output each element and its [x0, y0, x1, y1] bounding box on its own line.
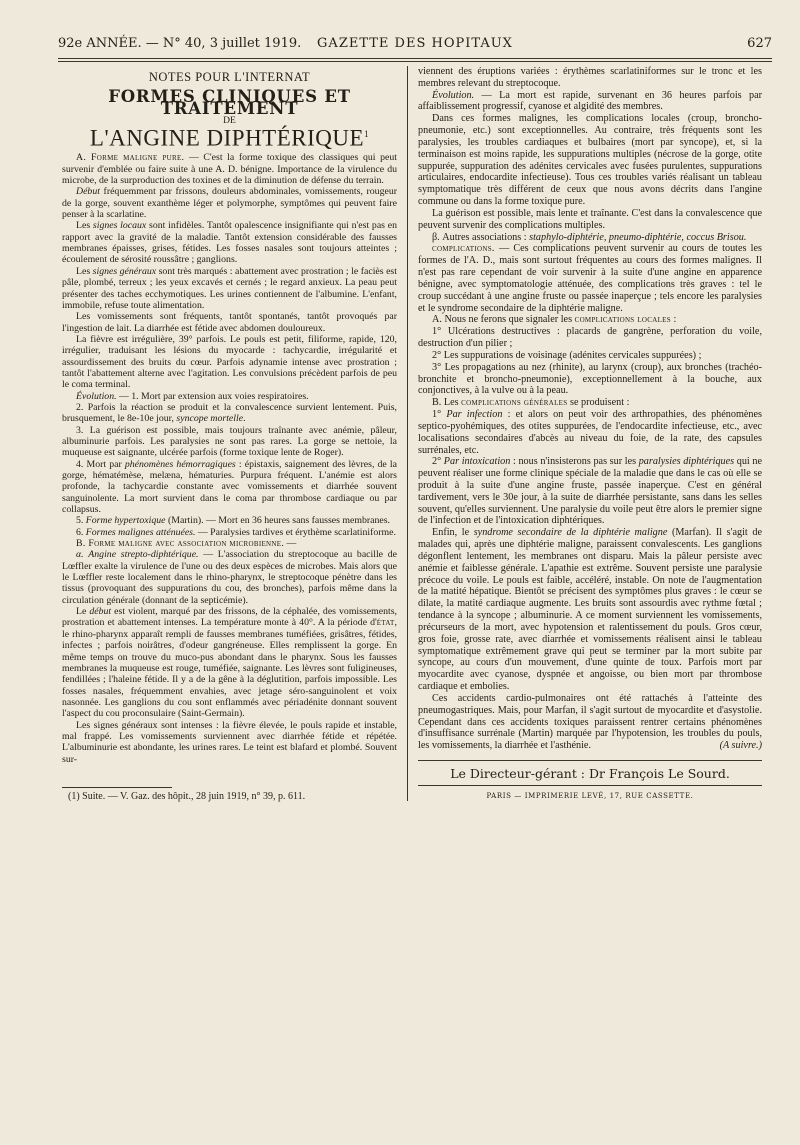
paragraph [418, 527, 762, 693]
article-title-text: L'ANGINE DIPHTÉRIQUE [89, 126, 365, 152]
printer-line: PARIS — IMPRIMERIE LEVÉ, 17, RUE CASSETTE. [486, 792, 694, 800]
paragraph-text: (Marfan). Il s'agit de malades qui, après une diphtérie maligne, paraissent convalescents. Les ganglions dégonflent lentement, les membranes ont disparu. Mais la pâleur persiste avec anémie et faiblesse générale. L'apathie est extrême. Souvent persiste une paralysie précoce du voile. Le pouls est faible, accéléré, instable. On note de l'augmentation de la matité hépatique. Bientôt se précisent des symptômes plus graves : le cœur se dilate, la matité cardiaque augmente. Les bruits sont assourdis avec rythme fœtal ; tendance à la syncope ; albuminurie. A ce moment surviennent les vomissements, précurseurs de la mort, avec hypotension et ralentissement du pouls. Gros cœur, gros foie, grosse rate, avec diarrhée et vomissements réalisent ainsi le tableau symptomatique extrêmement grave qui peut se terminer par la mort subite par syncope, au cours d'un mouvement, d'une quinte de toux. Parfois mort par myocardite avec cyanose, dyspnée et angoisse, ou bien mort par thrombose cardiaque et embolies. [418, 527, 762, 693]
paragraph-text: — Paralysies tardives et érythème scarlatiniforme. [195, 526, 396, 538]
paragraph: Dans ces formes malignes, les complications locales (croup, broncho-pneumonie, etc.) sont exceptionnelles. Au contraire, très fréquents sont les paralysies, les troubles cardiaques et bulbaires (mort par syncope), et, si la terminaison est moins rapide, les suppurations multiples (nécrose de la gorge, otite suppurée, suppuration des adénites cervicales avec fusées purulentes, suppurations articulaires, endocardite infectieuse). Tous ces troubles variés réalisant un tableau symptomatique très différent de ceux que nous avons décrits dans l'angine commune ou dans la forme toxique pure. [418, 113, 762, 208]
issue-info: 92e ANNÉE. — N° 40, 3 juillet 1919. [58, 36, 302, 51]
paragraph-text: Les [76, 220, 93, 232]
left-column [62, 66, 397, 765]
emphasis: syncope mortelle [176, 413, 244, 425]
emphasis: début [89, 606, 112, 618]
emphasis: paralysies diphtériques [638, 456, 735, 468]
paragraph [62, 515, 397, 526]
paragraph-text: 2° [432, 456, 444, 468]
paragraph-text: est violent, marqué par des frissons, de la céphalée, des vomissements, prostration et abattement intenses. La température monte à 40°. A la période d' [62, 606, 397, 629]
paragraph [418, 397, 762, 409]
paragraph-text: : épistaxis, saignement des lèvres, de la gorge, hématémèse, melæna, hématuries. Purpura fréquent. L'anémie est alors profonde, la tachycardie constante avec vomissements et diarrhée souvent sanguinolente. La mort survient dans le coma par thrombose cardiaque ou par collapsus. [62, 458, 397, 516]
paragraph-text: : [670, 314, 677, 326]
paragraph [62, 266, 397, 311]
paragraph [62, 538, 397, 549]
paragraph-text: — Ces complications peuvent survenir au cours de toutes les formes de l'A. D., mais sont surtout fréquentes au cours des formes malignes. Il n'est pas rare cependant de voir survenir à la suite d'une angine en apparence bénigne, avec symptomatologie atténuée, des complications très graves : tel le croup succédant à une angine fruste ou passée inaperçue ; tels encore les paralysies et le syndrome secondaire de la diphtérie maligne. [418, 243, 762, 314]
paragraph [62, 606, 397, 719]
column-separator [407, 66, 408, 801]
article-title-line2 [62, 126, 397, 152]
paragraph-text: (Martin). — Mort en 36 heures sans fausses membranes. [165, 515, 390, 527]
subheading: B. Forme maligne avec association microbienne. [76, 538, 285, 550]
paragraph [62, 152, 397, 186]
paragraph-text: — 1. Mort par extension aux voies respiratoires. [116, 390, 309, 402]
paragraph-text: 1° [432, 409, 447, 421]
paragraph: La fièvre est irrégulière, 39° parfois. Le pouls est petit, filiforme, rapide, 120, irrégulier, traduisant les lésions du myocarde : tachycardie, irrégularité et assourdissement des bruits du cœur. Parfois adynamie intense avec prostration ; tantôt l'abattement alterne avec l'agitation. Les convulsions précèdent parfois de peu le coma terminal. [62, 333, 397, 391]
paragraph-text: fréquemment par frissons, douleurs abdominales, vomissements, rougeur de la gorge, souvent exanthème léger et polymorphe, symptômes qui peuvent faire penser à la scarlatine. [62, 186, 397, 221]
footnote: (1) Suite. — V. Gaz. des hôpit., 28 juin 1919, n° 39, p. 611. [68, 791, 306, 802]
article-title-line1: FORMES CLINIQUES ET TRAITEMENT [108, 87, 351, 118]
emphasis: staphylo-diphtérie, pneumo-diphtérie, coccus Brisou. [529, 231, 747, 243]
small-caps-text: état [376, 617, 395, 629]
emphasis: Évolution. [76, 390, 117, 402]
journal-title: GAZETTE DES HOPITAUX [317, 36, 513, 51]
paragraph: Les signes généraux sont intenses : la fièvre élevée, le pouls rapide et instable, mal frappé. Les vomissements surviennent avec diarrhée fétide et répétée. L'albuminurie est abondante, les urines rares. Le teint est blafard et plombé. Souvent sur- [62, 719, 397, 765]
page-number: 627 [747, 36, 772, 51]
paragraph-text: 4. Mort par [76, 458, 125, 470]
article-title-de: DE [223, 116, 236, 127]
paragraph [418, 456, 762, 527]
small-caps-text: complications générales [461, 397, 568, 409]
paragraph-text: — L'association du streptocoque au bacille de Lœffler exalte la virulence de l'une ou des deux espèces de microbes. Mais alors que le Lœffler reste localement dans le rhino-pharynx, le streptocoque pénètre dans les tissus (provoquant des suppurations du cou, des bronches), parfois même dans la circulation générale (donnant de la septicémie). [62, 549, 397, 606]
paragraph [418, 243, 762, 314]
page-header [58, 36, 772, 58]
header-rule [58, 58, 772, 62]
title-footnote-mark: 1 [364, 129, 370, 140]
paragraph [62, 402, 397, 425]
emphasis: α. Angine strepto-diphtérique. [76, 549, 199, 561]
paragraph-text: 5. [76, 515, 86, 527]
emphasis: Début [76, 186, 100, 198]
section-heading: NOTES POUR L'INTERNAT [148, 70, 311, 84]
emphasis: phénomènes hémorragiques [124, 458, 236, 470]
paragraph [418, 232, 762, 244]
paragraph [62, 186, 397, 220]
paragraph-text: qui ne peuvent réaliser une forme clinique spéciale de la maladie que dans le cas où elle se produit à la suite d'une angine fruste, passée inaperçue. C'est en général tardivement, vers le 30e jour, à la suite de diarrhée persistante, sans dans les selles souvent, qu'elles surviennent. Une paralysie du voile peut être alors le premier signe de l'infection et de l'intoxication diphtériques. [418, 456, 763, 527]
paragraph-text: : et alors on peut voir des arthropathies, des phénomènes septico-pyohémiques, des otites suppurées, de l'endocardite infectieuse, etc., avec localisations secondaires d'abcès au niveau du foie, de la rate, des capsules surrénales, etc. [418, 409, 762, 456]
emphasis: Forme hypertoxique [85, 515, 166, 527]
footnote-rule [62, 787, 172, 788]
paragraph [62, 459, 397, 516]
paragraph [62, 549, 397, 606]
paragraph-text: Le [76, 606, 90, 618]
paragraph [62, 527, 397, 538]
emphasis: Par intoxication [443, 456, 511, 468]
paragraph-text: — [284, 538, 297, 550]
emphasis: Par infection [446, 409, 503, 421]
paragraph: La guérison est possible, mais lente et traînante. C'est dans la convalescence que peuvent survenir des complications multiples. [418, 207, 762, 231]
paragraph-text: β. Autres associations : [432, 231, 530, 243]
right-column [418, 66, 762, 752]
paragraph-text: A. Nous ne ferons que signaler les [432, 314, 575, 326]
paragraph: 3. La guérison est possible, mais toujours traînante avec anémie, pâleur, albuminurie parfois. Les paralysies ne sont pas rares. La gorge se nettoie, la muqueuse est saignante, ulcérée parfois (forme toxique lente de Roger). [62, 424, 397, 459]
paragraph-text: — La mort est rapide, survenant en 36 heures parfois par affaiblissement progressif, cyanose et algidité des membres. [418, 89, 762, 113]
subheading: A. Forme maligne pure. [76, 152, 185, 164]
paragraph-text: . [243, 413, 246, 425]
paragraph-text: se produisent : [567, 397, 630, 409]
paragraph: 3° Les propagations au nez (rhinite), au larynx (croup), aux bronches (trachéo-bronchite et broncho-pneumonie), exceptionnellement à la bouche, aux conjonctives, à la vulve ou à la peau. [418, 361, 762, 397]
paragraph [418, 90, 762, 114]
paragraph-text: sont très marqués : abattement avec prostration ; le faciès est pâle, plombé, terreux ; les yeux excavés et cernés ; le regard anxieux. La peau peut présenter des taches ecchymotiques. Les urines contiennent de l'albumine. L'enfant, immobile, refuse toute alimentation. [62, 265, 397, 311]
emphasis: syndrome secondaire de la diphtérie maligne [473, 527, 668, 539]
emphasis: Évolution. [432, 89, 475, 101]
paragraph-text: Les [76, 265, 93, 277]
to-be-continued: (A suivre.) [719, 740, 762, 752]
small-caps-text: complications locales [574, 314, 671, 326]
paragraph [62, 220, 397, 265]
paragraph-text: Ces accidents cardio-pulmonaires ont été rattachés à l'atteinte des pneumogastriques. Mais, pour Marfan, il s'agit surtout de myocardite et d'asystolie. Cependant dans ces accidents toxiques paraissent rentrer certains phénomènes d'insuffisance surrénale (Martin) marquée par l'hypotension, les troubles du pouls, les vomissements, la diarrhée et l'asthénie. [418, 692, 762, 752]
paragraph: Les vomissements sont fréquents, tantôt spontanés, tantôt provoqués par l'ingestion de lait. La diarrhée est fétide avec abdomen douloureux. [62, 311, 397, 334]
paragraph-text: 6. [76, 526, 86, 538]
paragraph [418, 314, 762, 326]
emphasis: signes généraux [92, 265, 157, 277]
paragraph-text: sont infidèles. Tantôt opalescence insignifiante qui n'est pas en rapport avec la gravité de la maladie. Tantôt extension considérable des fausses membranes épaisses, grises, fétides. Les fosses nasales sont toujours atteintes ; écoulement de sérosité roussâtre ; ganglions. [62, 220, 397, 266]
paragraph: 2° Les suppurations de voisinage (adénites cervicales suppurées) ; [432, 349, 702, 361]
paragraph-text: 2. Parfois la réaction se produit et la convalescence survient lentement. Puis, brusquement, le 8e-10e jour, [62, 401, 397, 425]
subheading: complications. [432, 243, 495, 255]
paragraph [418, 693, 762, 752]
director-line: Le Directeur-gérant : Dr François Le Sourd. [450, 766, 730, 781]
paragraph-text: B. Les [432, 397, 462, 409]
paragraph [62, 391, 397, 402]
emphasis: Formes malignes atténuées. [85, 526, 196, 538]
director-rule-top [418, 760, 762, 761]
paragraph-text: : nous n'insisterons pas sur les [510, 456, 639, 468]
paragraph [418, 409, 762, 456]
director-rule-bottom [418, 785, 762, 786]
paragraph-text: — C'est la forme toxique des classiques qui peut survenir d'emblée ou faire suite à une A. D. bénigne. Importance de la virulence du microbe, de la surproduction des toxines et de la diminution de défense du terrain. [62, 152, 397, 187]
paragraph-text: Enfin, le [432, 527, 474, 539]
paragraph: viennent des éruptions variées : érythèmes scarlatiniformes sur le tronc et les membres relevant du streptocoque. [418, 66, 762, 89]
paragraph: 1° Ulcérations destructives : placards de gangrène, perforation du voile, destruction d'un pilier ; [418, 326, 762, 350]
paragraph-text: , le rhino-pharynx apparaît rempli de fausses membranes tuméfiées, grisâtres, fétides, infectes ; parfois noirâtres, d'odeur gangréneuse. Elles remplissent la gorge. En même temps on trouve du muco-pus abondant dans le pharynx. Sous les fausses membranes la muqueuse est rouge, tuméfiée, saignante. Les lèvres sont fuligineuses, fendillées ; l'haleine fétide. Il y a de la gêne à la déglutition, parfois impossible. Les fosses nasales, fréquemment envahies, avec jetage séro-sanguinolent et voix nasonnée. Les ganglions du cou sont enflammés avec périadénite donnant souvent l'aspect du cou proconsulaire (Saint-Germain). [62, 617, 397, 720]
emphasis: signes locaux [92, 220, 147, 232]
